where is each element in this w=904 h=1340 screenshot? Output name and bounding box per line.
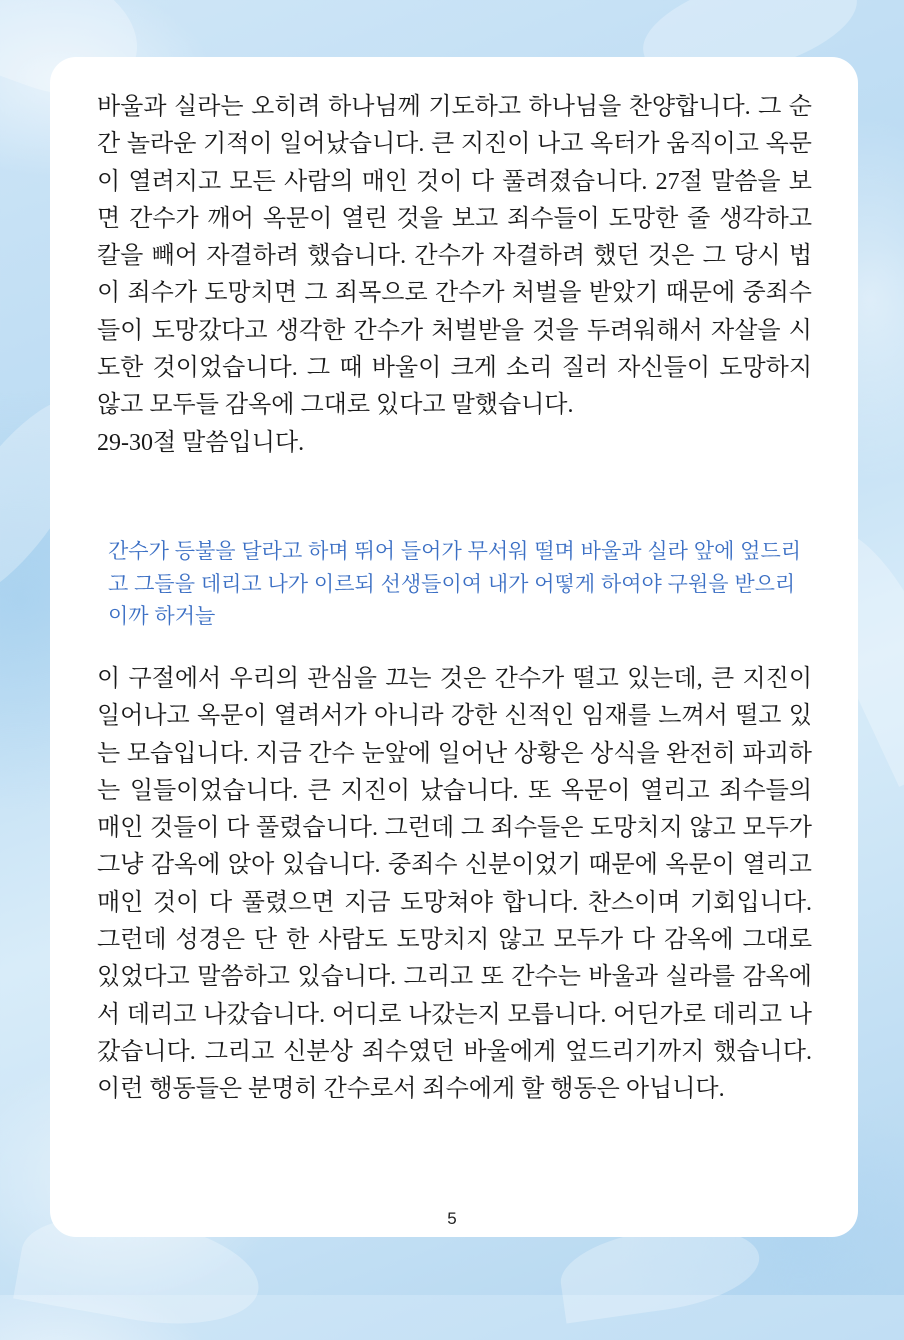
page-number: 5 xyxy=(447,1209,457,1228)
body-paragraph-2: 이 구절에서 우리의 관심을 끄는 것은 간수가 떨고 있는데, 큰 지진이 일어나고 옥문이 열려서가 아니라 강한 신적인 임재를 느껴서 떨고 있는 모습입니다. 지금 간수 눈앞에 일어난 상황은 상식을 완전히 파괴하는 일들이었습니다. 큰 지진이 났습니다. 또 옥문이 열리고 죄수들의 매인 것들이 다 풀렸습니다. 그런데 그 죄수들은 도망치지 않고 모두가 그냥 감옥에 앉아 있습니다. 중죄수 신분이었기 때문에 옥문이 열리고 매인 것이 다 풀렸으면 지금 도망쳐야 합니다. 찬스이며 기회입니다. 그런데 성경은 단 한 사람도 도망치지 않고 모두가 다 감옥에 그대로 있었다고 말씀하고 있습니다. 그리고 또 간수는 바울과 실라를 감옥에서 데리고 나갔습니다. 어디로 나갔는지 모릅니다. 어딘가로 데리고 나갔습니다. 그리고 신분상 죄수였던 바울에게 엎드리기까지 했습니다. 이런 행동들은 분명히 간수로서 죄수에게 할 행동은 아닙니다. xyxy=(97,666,812,1103)
verse-reference: 29-30절 말씀입니다. xyxy=(97,429,305,456)
scripture-quote: 간수가 등불을 달라고 하며 뛰어 들어가 무서워 떨며 바울과 실라 앞에 엎드리고 그들을 데리고 나가 이르되 선생들이여 내가 어떻게 하여야 구원을 받으리이까 하거늘 xyxy=(108,540,802,628)
body-paragraph-1 xyxy=(97,89,812,462)
paragraph-1-text: 바울과 실라는 오히려 하나님께 기도하고 하나님을 찬양합니다. 그 순간 놀라운 기적이 일어났습니다. 큰 지진이 나고 옥터가 움직이고 옥문이 열려지고 모든 사람의 매인 것이 다 풀려졌습니다. 27절 말씀을 보면 간수가 깨어 옥문이 열린 것을 보고 죄수들이 도망한 줄 생각하고 칼을 빼어 자결하려 했습니다. 간수가 자결하려 했던 것은 그 당시 법이 죄수가 도망치면 그 죄목으로 간수가 처벌을 받았기 때문에 중죄수들이 도망갔다고 생각한 간수가 처벌받을 것을 두려워해서 자살을 시도한 것이었습니다. 그 때 바울이 크게 소리 질러 자신들이 도망하지 않고 모두들 감옥에 그대로 있다고 말했습니다. xyxy=(97,94,812,419)
